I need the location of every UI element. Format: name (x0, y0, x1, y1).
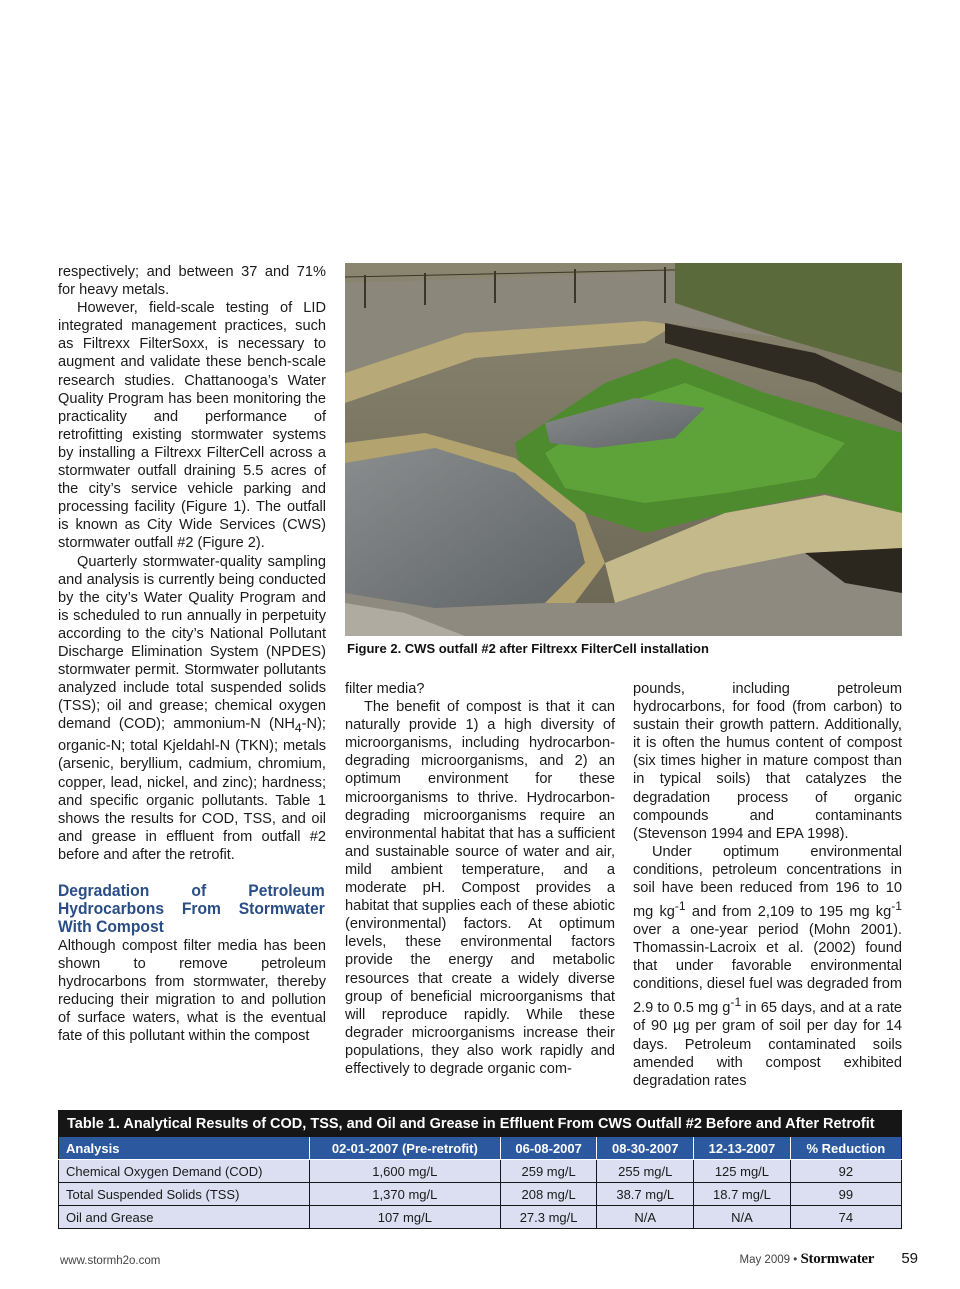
table-cell: Chemical Oxygen Demand (COD) (59, 1160, 310, 1183)
article-column-2 (345, 680, 615, 1078)
table-cell: 99 (790, 1183, 901, 1206)
col3-p2-superscript-2: -1 (891, 899, 902, 914)
magazine-brand: Stormwater (800, 1251, 875, 1267)
table-cell: 27.3 mg/L (500, 1206, 597, 1229)
col1-p3-text-b: -N); organic-N; total Kjeldahl-N (TKN); metals (arsenic, beryllium, cadmium, chromium, copper, lead, nickel, and zinc); hardness; and specific organic pollutants. Table 1 shows the results for COD, TSS, and oil and grease in effluent from outfall #2 before and after the retrofit. (58, 716, 326, 863)
table-header-pre-retrofit: 02-01-2007 (Pre-retrofit) (309, 1137, 500, 1160)
table-row (59, 1183, 902, 1206)
col2-paragraph-2: The benefit of compost is that it can naturally provide 1) a high diversity of microorganisms, including hydrocarbon-degrading microorganisms, and 2) an optimum environment for these microorganisms to thrive. Hydrocarbon-degrading microorganisms require an environmental habitat that has a sufficient and sustainable source of water and air, mild ambient temperature, and a moderate pH. Compost provides a habitat that supplies each of these abiotic (environmental) factors. At optimum levels, these environmental factors provide the energy and metabolic resources that create a widely diverse group of beneficial microorganisms that will reproduce rapidly. While these degrader microorganisms increase their populations, they also work rapidly and effectively to degrade organic com- (345, 699, 615, 1077)
table-cell: Total Suspended Solids (TSS) (59, 1183, 310, 1206)
col1-paragraph-4: Although compost filter media has been shown to remove petroleum hydrocarbons from stormwater, thereby reducing their migration to and pollution of surface waters, what is the eventual fate of this pollutant within the compost (58, 938, 326, 1045)
results-table (58, 1110, 902, 1229)
col3-p2-superscript-3: -1 (730, 995, 742, 1010)
col3-p2-text-a: Under optimum environmental conditions, petroleum concentrations in soil have been reduced from 196 to 10 mg kg (633, 843, 902, 920)
footer-date: May 2009 (739, 1254, 791, 1266)
figure-2-photo (345, 263, 902, 636)
table-cell: N/A (694, 1206, 791, 1229)
table-row (59, 1160, 902, 1183)
table-row (59, 1206, 902, 1229)
footer-publication (740, 1250, 918, 1268)
table-cell: 92 (790, 1160, 901, 1183)
col1-paragraph-3 (58, 553, 326, 865)
analytical-results-table (58, 1110, 902, 1229)
page-number: 59 (901, 1250, 918, 1267)
article-column-1 (58, 263, 326, 1046)
col1-p3-text-a: Quarterly stormwater-quality sampling and analysis is currently being conducted by the city’s Water Quality Program and is scheduled to run annually in perpetuity according to the city’s National Pollutant Discharge Elimination System (NPDES) stormwater permit. Stormwater pollutants analyzed include total suspended solids (TSS); oil and grease; chemical oxygen demand (COD); ammonium-N (NH (58, 553, 326, 733)
col3-p2-text-d: in 65 days, and at a rate of 90 µg per gram of soil per day for 14 days. Petroleum contaminated soils amended with compost exhibited degradation rates (633, 1000, 902, 1089)
table-cell: 208 mg/L (500, 1183, 597, 1206)
col2-paragraph-1: filter media? (345, 681, 425, 697)
table-cell: Oil and Grease (59, 1206, 310, 1229)
footer-url[interactable]: www.stormh2o.com (60, 1255, 161, 1267)
col1-paragraph-1: respectively; and between 37 and 71% for heavy metals. (58, 264, 326, 299)
figure-caption: Figure 2. CWS outfall #2 after Filtrexx FilterCell installation (347, 641, 709, 656)
table-cell: 1,370 mg/L (309, 1183, 500, 1206)
table-cell: N/A (597, 1206, 694, 1229)
table-header-date-4: 12-13-2007 (694, 1137, 791, 1160)
footer-bullet: • (793, 1254, 798, 1266)
table-header-row (59, 1137, 902, 1160)
col3-p2-text-b: and from 2,109 to 195 mg kg (685, 903, 892, 920)
table-title: Table 1. Analytical Results of COD, TSS, and Oil and Grease in Effluent From CWS Outfall #2 Before and After Retrofit (59, 1111, 902, 1137)
article-column-3 (633, 680, 902, 1090)
table-cell: 74 (790, 1206, 901, 1229)
table-header-reduction: % Reduction (790, 1137, 901, 1160)
col1-p3-subscript: 4 (294, 721, 302, 736)
section-heading: Degradation of Petroleum Hydrocarbons From Stormwater With Compost (58, 881, 325, 936)
col3-p2-text-c: over a one-year period (Mohn 2001). Thomassin-Lacroix et al. (2002) found that under favorable environmental conditions, diesel fuel was degraded from 2.9 to 0.5 mg g (633, 922, 902, 1017)
table-header-date-3: 08-30-2007 (597, 1137, 694, 1160)
table-header-date-2: 06-08-2007 (500, 1137, 597, 1160)
table-cell: 107 mg/L (309, 1206, 500, 1229)
table-cell: 1,600 mg/L (309, 1160, 500, 1183)
col3-paragraph-1: pounds, including petroleum hydrocarbons, for food (from carbon) to sustain their growth pattern. Additionally, it is often the humus content of compost (six times higher in mature compost than in typical soils) that catalyzes the degradation process of organic compounds and contaminants (Stevenson 1994 and EPA 1998). (633, 681, 902, 842)
col3-p2-superscript-1: -1 (674, 899, 686, 914)
table-cell: 38.7 mg/L (597, 1183, 694, 1206)
col3-paragraph-2 (633, 843, 902, 1090)
table-cell: 18.7 mg/L (694, 1183, 791, 1206)
table-header-analysis: Analysis (59, 1137, 310, 1160)
table-cell: 125 mg/L (694, 1160, 791, 1183)
outfall-photo-illustration (345, 263, 902, 636)
col1-paragraph-2: However, field-scale testing of LID integrated management practices, such as Filtrexx FilterSoxx, is necessary to augment and validate these bench-scale research studies. Chattanooga’s Water Quality Program has been monitoring the practicality and performance of retrofitting existing stormwater systems by installing a Filtrexx FilterCell across a stormwater outfall draining 5.5 acres of the city’s service vehicle parking and processing facility (Figure 1). The outfall is known as City Wide Services (CWS) stormwater outfall #2 (Figure 2). (58, 300, 326, 552)
table-cell: 259 mg/L (500, 1160, 597, 1183)
table-cell: 255 mg/L (597, 1160, 694, 1183)
